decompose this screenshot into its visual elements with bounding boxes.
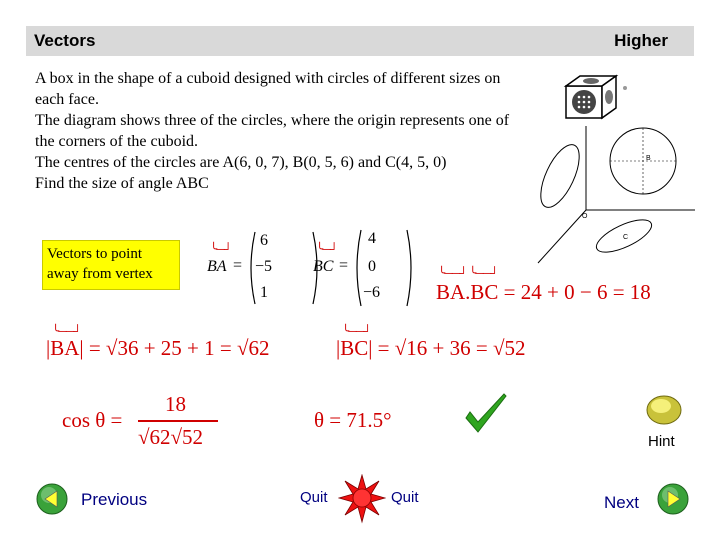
vector-ba-z: 1 (260, 284, 268, 301)
title-bar (26, 26, 694, 56)
magnitude-bc-equation: ╰──┘ |BC| = √16 + 36 = √52 (336, 324, 526, 360)
fraction-bar (138, 420, 218, 422)
cosine-numerator: 18 (165, 392, 186, 416)
hint-bulb-icon[interactable] (644, 392, 684, 428)
dot-product-text: BA.BC = 24 + 0 − 6 = 18 (436, 280, 651, 304)
level-label: Higher (614, 31, 668, 50)
magnitude-bc-text: |BC| = √16 + 36 = √52 (336, 336, 526, 360)
quit-button-right[interactable]: Quit (391, 489, 419, 506)
next-button[interactable]: Next (604, 493, 639, 512)
page-title: Vectors (34, 31, 96, 50)
vector-bc-x: 4 (368, 230, 376, 247)
vector-bc-equation: ╰─┘ BC = 4 0 −6 (313, 226, 433, 308)
vector-direction-note: Vectors to point away from vertex (42, 240, 180, 290)
previous-button[interactable]: Previous (81, 490, 148, 509)
cosine-equation (62, 392, 232, 456)
cosine-lhs: cos θ = (62, 408, 123, 432)
point-c-label: C (623, 234, 629, 241)
cosine-denominator: √62√52 (138, 425, 204, 449)
vector-ba-label: BA (207, 258, 227, 275)
hint-button[interactable]: Hint (648, 433, 675, 450)
quit-button-left[interactable]: Quit (300, 489, 328, 506)
point-b-label: B (646, 155, 651, 162)
problem-line-1: A box in the shape of a cuboid designed with circles of different sizes on each face. (35, 70, 501, 108)
vector-bc-y: 0 (368, 258, 376, 275)
quit-star-icon[interactable] (338, 474, 386, 524)
magnitude-ba-equation: ╰──┘ |BA| = √36 + 25 + 1 = √62 (46, 324, 270, 360)
problem-line-2: The diagram shows three of the circles, where the origin represents one of the corners of the cuboid. (35, 112, 510, 150)
problem-line-4: Find the size of angle ABC (35, 175, 209, 192)
checkmark-icon (462, 392, 510, 438)
problem-line-3: The centres of the circles are A(6, 0, 7), B(0, 5, 6) and C(4, 5, 0) (35, 154, 447, 171)
cuboid-axes-diagram (520, 118, 700, 268)
vector-ba-y: −5 (255, 258, 273, 275)
vector-ba-equation: ╰─┘ BA = 6 −5 1 (207, 228, 327, 308)
origin-label: O (582, 213, 588, 220)
next-arrow-icon[interactable] (656, 482, 690, 516)
dice-cuboid-icon (562, 72, 634, 120)
angle-result: θ = 71.5° (314, 408, 392, 432)
dot-product-equation: ╰──┘ ╰──┘ BA.BC = 24 + 0 − 6 = 18 (436, 266, 651, 304)
magnitude-ba-text: |BA| = √36 + 25 + 1 = √62 (46, 336, 270, 360)
vector-ba-x: 6 (260, 232, 268, 249)
vector-bc-label: BC (313, 258, 334, 275)
previous-arrow-icon[interactable] (35, 482, 69, 516)
vector-bc-z: −6 (363, 284, 381, 301)
problem-statement (35, 68, 515, 194)
